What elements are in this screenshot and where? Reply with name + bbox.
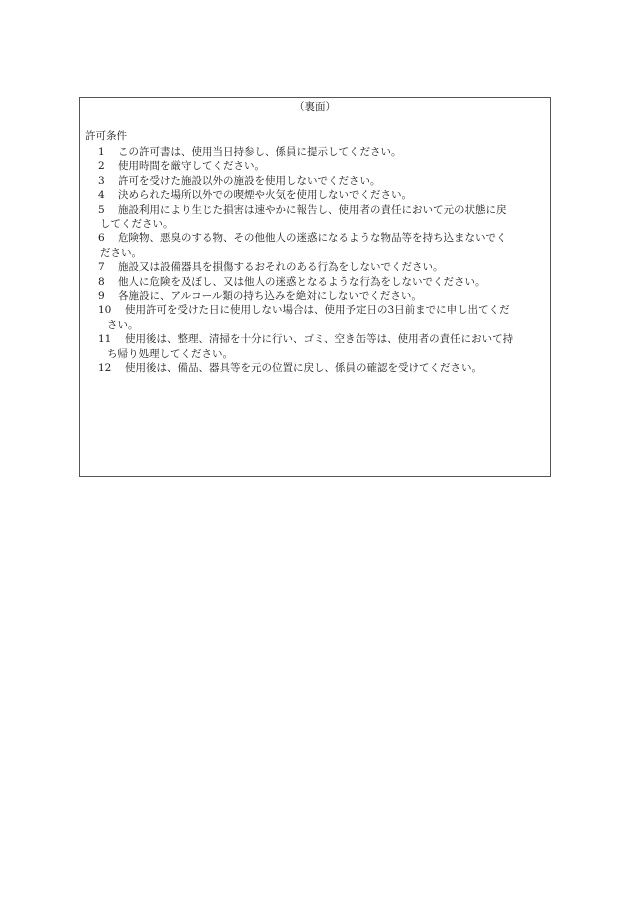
condition-number: 5 [98,203,105,216]
condition-item [80,260,550,274]
condition-text-continued: してください。 [100,218,174,231]
condition-number: 2 [98,160,105,173]
condition-item [80,159,550,173]
condition-number: 10 [98,304,112,317]
condition-item [80,174,550,188]
condition-text-continued: さい。 [107,318,139,331]
condition-item [80,361,550,375]
condition-number: 7 [98,261,105,274]
condition-number: 11 [98,333,112,346]
condition-text: 他人に危険を及ぼし、又は他人の迷惑となるような行為をしないでください。 [118,275,486,288]
page-side-label: （裏面） [294,101,336,113]
condition-text: 危険物、悪臭のする物、その他他人の迷惑になるような物品等を持ち込まないでく [118,232,507,245]
condition-text: 施設又は設備器具を損傷するおそれのある行為をしないでください。 [118,261,444,274]
condition-number: 6 [98,232,105,245]
condition-text: 各施設に、アルコール類の持ち込みを絶対にしないでください。 [118,290,422,303]
condition-item [80,231,550,260]
condition-number: 8 [98,275,105,288]
condition-number: 12 [98,362,112,375]
condition-item [80,289,550,303]
conditions-frame [79,97,551,477]
condition-item [80,145,550,159]
condition-text: 決められた場所以外での喫煙や火気を使用しないでください。 [118,189,412,202]
condition-item [80,303,550,332]
condition-text-continued: ち帰り処理してください。 [107,347,233,360]
condition-item [80,275,550,289]
conditions-list [80,145,550,376]
section-title: 許可条件 [85,130,127,142]
condition-text: 使用時間を厳守してください。 [118,160,265,173]
condition-text: この許可書は、使用当日持参し、係員に提示してください。 [118,146,402,158]
condition-text: 許可を受けた施設以外の施設を使用しないでください。 [118,174,381,187]
condition-item [80,332,550,361]
condition-text: 使用後は、整理、清掃を十分に行い、ゴミ、空き缶等は、使用者の責任において持 [125,333,514,346]
condition-number: 3 [98,174,105,187]
condition-text: 使用後は、備品、器具等を元の位置に戻し、係員の確認を受けてください。 [125,362,482,375]
condition-number: 1 [98,146,105,158]
condition-item [80,203,550,232]
condition-number: 4 [98,189,105,202]
condition-item [80,188,550,202]
condition-number: 9 [98,290,105,303]
condition-text: 使用許可を受けた日に使用しない場合は、使用予定日の3日前までに申し出てくだ [125,304,510,317]
condition-text-continued: ださい。 [100,246,142,259]
condition-text: 施設利用により生じた損害は速やかに報告し、使用者の責任において元の状態に戻 [118,203,507,216]
